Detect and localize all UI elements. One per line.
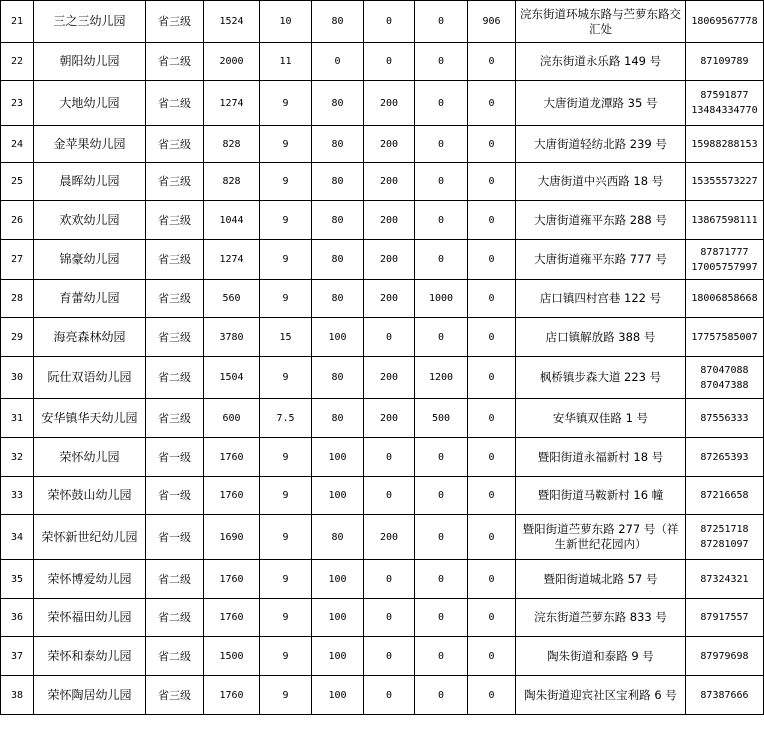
value-col-5: 906 bbox=[468, 1, 516, 43]
address: 大唐街道雍平东路 777 号 bbox=[516, 240, 686, 280]
row-number: 27 bbox=[1, 240, 34, 280]
area-value: 1524 bbox=[204, 1, 260, 43]
phone: 13867598111 bbox=[686, 201, 764, 240]
value-col-4: 0 bbox=[415, 438, 468, 477]
area-value: 1760 bbox=[204, 438, 260, 477]
kindergarten-name: 朝阳幼儿园 bbox=[34, 43, 146, 81]
row-number: 34 bbox=[1, 515, 34, 560]
kindergarten-level: 省一级 bbox=[146, 438, 204, 477]
value-col-2: 100 bbox=[312, 318, 364, 357]
value-col-4: 0 bbox=[415, 637, 468, 676]
area-value: 2000 bbox=[204, 43, 260, 81]
table-row bbox=[1, 1, 764, 43]
table-row bbox=[1, 399, 764, 438]
phone: 87387666 bbox=[686, 676, 764, 715]
table-row bbox=[1, 163, 764, 201]
value-col-2: 100 bbox=[312, 599, 364, 637]
kindergarten-level: 省三级 bbox=[146, 201, 204, 240]
value-col-1: 9 bbox=[260, 637, 312, 676]
value-col-2: 80 bbox=[312, 126, 364, 163]
area-value: 828 bbox=[204, 163, 260, 201]
address: 浣东街道环城东路与苎萝东路交汇处 bbox=[516, 1, 686, 43]
row-number: 36 bbox=[1, 599, 34, 637]
value-col-2: 80 bbox=[312, 201, 364, 240]
value-col-3: 0 bbox=[364, 1, 415, 43]
value-col-1: 9 bbox=[260, 280, 312, 318]
value-col-5: 0 bbox=[468, 81, 516, 126]
kindergarten-name: 欢欢幼儿园 bbox=[34, 201, 146, 240]
kindergarten-name: 金苹果幼儿园 bbox=[34, 126, 146, 163]
value-col-4: 0 bbox=[415, 201, 468, 240]
address: 枫桥镇步森大道 223 号 bbox=[516, 357, 686, 399]
kindergarten-level: 省三级 bbox=[146, 318, 204, 357]
value-col-3: 0 bbox=[364, 560, 415, 599]
address: 大唐街道轻纺北路 239 号 bbox=[516, 126, 686, 163]
phone: 17757585007 bbox=[686, 318, 764, 357]
area-value: 1274 bbox=[204, 240, 260, 280]
kindergarten-level: 省三级 bbox=[146, 280, 204, 318]
kindergarten-level: 省二级 bbox=[146, 637, 204, 676]
kindergarten-name: 荣怀博爱幼儿园 bbox=[34, 560, 146, 599]
value-col-3: 200 bbox=[364, 201, 415, 240]
address: 大唐街道中兴西路 18 号 bbox=[516, 163, 686, 201]
row-number: 29 bbox=[1, 318, 34, 357]
kindergarten-name: 阮仕双语幼儿园 bbox=[34, 357, 146, 399]
address: 店口镇解放路 388 号 bbox=[516, 318, 686, 357]
row-number: 25 bbox=[1, 163, 34, 201]
row-number: 22 bbox=[1, 43, 34, 81]
value-col-2: 100 bbox=[312, 637, 364, 676]
table-row bbox=[1, 240, 764, 280]
row-number: 35 bbox=[1, 560, 34, 599]
value-col-5: 0 bbox=[468, 163, 516, 201]
value-col-3: 200 bbox=[364, 399, 415, 438]
area-value: 1760 bbox=[204, 676, 260, 715]
value-col-5: 0 bbox=[468, 240, 516, 280]
value-col-5: 0 bbox=[468, 201, 516, 240]
kindergarten-level: 省三级 bbox=[146, 163, 204, 201]
value-col-1: 9 bbox=[260, 560, 312, 599]
value-col-1: 9 bbox=[260, 477, 312, 515]
value-col-3: 200 bbox=[364, 515, 415, 560]
kindergarten-level: 省二级 bbox=[146, 357, 204, 399]
address: 安华镇双佳路 1 号 bbox=[516, 399, 686, 438]
row-number: 37 bbox=[1, 637, 34, 676]
row-number: 38 bbox=[1, 676, 34, 715]
value-col-5: 0 bbox=[468, 676, 516, 715]
kindergarten-level: 省三级 bbox=[146, 126, 204, 163]
value-col-2: 80 bbox=[312, 81, 364, 126]
kindergarten-level: 省三级 bbox=[146, 399, 204, 438]
value-col-3: 0 bbox=[364, 477, 415, 515]
value-col-5: 0 bbox=[468, 399, 516, 438]
table-row bbox=[1, 515, 764, 560]
phone: 87556333 bbox=[686, 399, 764, 438]
kindergarten-name: 海亮森林幼园 bbox=[34, 318, 146, 357]
table-row bbox=[1, 357, 764, 399]
address: 暨阳街道苎萝东路 277 号（祥生新世纪花园内） bbox=[516, 515, 686, 560]
table-row bbox=[1, 599, 764, 637]
value-col-1: 9 bbox=[260, 599, 312, 637]
value-col-2: 80 bbox=[312, 1, 364, 43]
kindergarten-name: 锦豪幼儿园 bbox=[34, 240, 146, 280]
value-col-4: 0 bbox=[415, 1, 468, 43]
value-col-5: 0 bbox=[468, 357, 516, 399]
address: 大唐街道雍平东路 288 号 bbox=[516, 201, 686, 240]
phone: 87324321 bbox=[686, 560, 764, 599]
row-number: 24 bbox=[1, 126, 34, 163]
area-value: 1500 bbox=[204, 637, 260, 676]
kindergarten-level: 省三级 bbox=[146, 240, 204, 280]
area-value: 1760 bbox=[204, 599, 260, 637]
value-col-1: 9 bbox=[260, 201, 312, 240]
phone: 87047088 87047388 bbox=[686, 357, 764, 399]
value-col-4: 1000 bbox=[415, 280, 468, 318]
table-row bbox=[1, 438, 764, 477]
phone: 18069567778 bbox=[686, 1, 764, 43]
phone: 87871777 17005757997 bbox=[686, 240, 764, 280]
kindergarten-level: 省三级 bbox=[146, 1, 204, 43]
phone: 87265393 bbox=[686, 438, 764, 477]
value-col-5: 0 bbox=[468, 599, 516, 637]
kindergarten-level: 省二级 bbox=[146, 599, 204, 637]
value-col-1: 9 bbox=[260, 240, 312, 280]
row-number: 31 bbox=[1, 399, 34, 438]
value-col-1: 9 bbox=[260, 163, 312, 201]
value-col-2: 80 bbox=[312, 280, 364, 318]
kindergarten-name: 荣怀新世纪幼儿园 bbox=[34, 515, 146, 560]
value-col-3: 0 bbox=[364, 637, 415, 676]
table-body bbox=[1, 1, 764, 715]
address: 暨阳街道马鞍新村 16 幢 bbox=[516, 477, 686, 515]
value-col-2: 100 bbox=[312, 560, 364, 599]
area-value: 1274 bbox=[204, 81, 260, 126]
phone: 15355573227 bbox=[686, 163, 764, 201]
kindergarten-name: 安华镇华天幼儿园 bbox=[34, 399, 146, 438]
value-col-5: 0 bbox=[468, 43, 516, 81]
value-col-3: 200 bbox=[364, 357, 415, 399]
area-value: 1504 bbox=[204, 357, 260, 399]
kindergarten-name: 育蕾幼儿园 bbox=[34, 280, 146, 318]
address: 暨阳街道永福新村 18 号 bbox=[516, 438, 686, 477]
value-col-4: 500 bbox=[415, 399, 468, 438]
kindergarten-name: 荣怀幼儿园 bbox=[34, 438, 146, 477]
value-col-4: 0 bbox=[415, 81, 468, 126]
table-row bbox=[1, 126, 764, 163]
row-number: 32 bbox=[1, 438, 34, 477]
value-col-4: 1200 bbox=[415, 357, 468, 399]
phone: 87216658 bbox=[686, 477, 764, 515]
value-col-1: 9 bbox=[260, 357, 312, 399]
address: 浣东街道永乐路 149 号 bbox=[516, 43, 686, 81]
row-number: 23 bbox=[1, 81, 34, 126]
table-row bbox=[1, 477, 764, 515]
phone: 87251718 87281097 bbox=[686, 515, 764, 560]
address: 大唐街道龙潭路 35 号 bbox=[516, 81, 686, 126]
value-col-2: 80 bbox=[312, 357, 364, 399]
value-col-2: 80 bbox=[312, 399, 364, 438]
value-col-3: 0 bbox=[364, 599, 415, 637]
value-col-4: 0 bbox=[415, 318, 468, 357]
row-number: 30 bbox=[1, 357, 34, 399]
value-col-3: 200 bbox=[364, 126, 415, 163]
value-col-1: 15 bbox=[260, 318, 312, 357]
value-col-4: 0 bbox=[415, 599, 468, 637]
value-col-4: 0 bbox=[415, 515, 468, 560]
kindergarten-name: 晨晖幼儿园 bbox=[34, 163, 146, 201]
table-row bbox=[1, 676, 764, 715]
value-col-3: 0 bbox=[364, 438, 415, 477]
area-value: 1044 bbox=[204, 201, 260, 240]
value-col-5: 0 bbox=[468, 438, 516, 477]
row-number: 28 bbox=[1, 280, 34, 318]
phone: 87979698 bbox=[686, 637, 764, 676]
value-col-5: 0 bbox=[468, 637, 516, 676]
value-col-2: 80 bbox=[312, 240, 364, 280]
value-col-1: 9 bbox=[260, 126, 312, 163]
kindergarten-level: 省三级 bbox=[146, 676, 204, 715]
value-col-1: 9 bbox=[260, 81, 312, 126]
table-row bbox=[1, 81, 764, 126]
value-col-5: 0 bbox=[468, 280, 516, 318]
kindergarten-level: 省二级 bbox=[146, 81, 204, 126]
value-col-4: 0 bbox=[415, 240, 468, 280]
value-col-5: 0 bbox=[468, 126, 516, 163]
value-col-4: 0 bbox=[415, 163, 468, 201]
area-value: 3780 bbox=[204, 318, 260, 357]
phone: 87917557 bbox=[686, 599, 764, 637]
address: 店口镇四村宫巷 122 号 bbox=[516, 280, 686, 318]
value-col-1: 7.5 bbox=[260, 399, 312, 438]
row-number: 21 bbox=[1, 1, 34, 43]
table-row bbox=[1, 201, 764, 240]
value-col-5: 0 bbox=[468, 560, 516, 599]
address: 陶朱街道和泰路 9 号 bbox=[516, 637, 686, 676]
area-value: 1760 bbox=[204, 477, 260, 515]
value-col-1: 9 bbox=[260, 676, 312, 715]
row-number: 33 bbox=[1, 477, 34, 515]
kindergarten-level: 省二级 bbox=[146, 560, 204, 599]
kindergarten-name: 荣怀陶居幼儿园 bbox=[34, 676, 146, 715]
value-col-2: 100 bbox=[312, 438, 364, 477]
area-value: 828 bbox=[204, 126, 260, 163]
kindergarten-name: 荣怀鼓山幼儿园 bbox=[34, 477, 146, 515]
value-col-2: 0 bbox=[312, 43, 364, 81]
value-col-4: 0 bbox=[415, 477, 468, 515]
value-col-3: 0 bbox=[364, 676, 415, 715]
row-number: 26 bbox=[1, 201, 34, 240]
table-row bbox=[1, 318, 764, 357]
kindergarten-level: 省一级 bbox=[146, 477, 204, 515]
area-value: 1760 bbox=[204, 560, 260, 599]
address: 暨阳街道城北路 57 号 bbox=[516, 560, 686, 599]
value-col-4: 0 bbox=[415, 126, 468, 163]
value-col-2: 80 bbox=[312, 163, 364, 201]
value-col-5: 0 bbox=[468, 515, 516, 560]
area-value: 600 bbox=[204, 399, 260, 438]
value-col-3: 200 bbox=[364, 81, 415, 126]
value-col-4: 0 bbox=[415, 560, 468, 599]
value-col-3: 200 bbox=[364, 280, 415, 318]
kindergarten-name: 荣怀和泰幼儿园 bbox=[34, 637, 146, 676]
value-col-1: 9 bbox=[260, 515, 312, 560]
value-col-4: 0 bbox=[415, 676, 468, 715]
value-col-2: 80 bbox=[312, 515, 364, 560]
kindergarten-name: 三之三幼儿园 bbox=[34, 1, 146, 43]
phone: 87591877 13484334770 bbox=[686, 81, 764, 126]
value-col-3: 0 bbox=[364, 43, 415, 81]
value-col-3: 0 bbox=[364, 318, 415, 357]
value-col-2: 100 bbox=[312, 477, 364, 515]
table-row bbox=[1, 560, 764, 599]
value-col-1: 10 bbox=[260, 1, 312, 43]
address: 浣东街道苎萝东路 833 号 bbox=[516, 599, 686, 637]
address: 陶朱街道迎宾社区宝利路 6 号 bbox=[516, 676, 686, 715]
value-col-5: 0 bbox=[468, 318, 516, 357]
table-row bbox=[1, 280, 764, 318]
area-value: 1690 bbox=[204, 515, 260, 560]
phone: 87109789 bbox=[686, 43, 764, 81]
table-row bbox=[1, 43, 764, 81]
value-col-3: 200 bbox=[364, 163, 415, 201]
value-col-5: 0 bbox=[468, 477, 516, 515]
phone: 15988288153 bbox=[686, 126, 764, 163]
kindergarten-name: 大地幼儿园 bbox=[34, 81, 146, 126]
kindergarten-name: 荣怀福田幼儿园 bbox=[34, 599, 146, 637]
phone: 18006858668 bbox=[686, 280, 764, 318]
value-col-1: 9 bbox=[260, 438, 312, 477]
table-row bbox=[1, 637, 764, 676]
kindergarten-level: 省二级 bbox=[146, 43, 204, 81]
area-value: 560 bbox=[204, 280, 260, 318]
value-col-2: 100 bbox=[312, 676, 364, 715]
value-col-1: 11 bbox=[260, 43, 312, 81]
value-col-4: 0 bbox=[415, 43, 468, 81]
kindergarten-level: 省一级 bbox=[146, 515, 204, 560]
value-col-3: 200 bbox=[364, 240, 415, 280]
